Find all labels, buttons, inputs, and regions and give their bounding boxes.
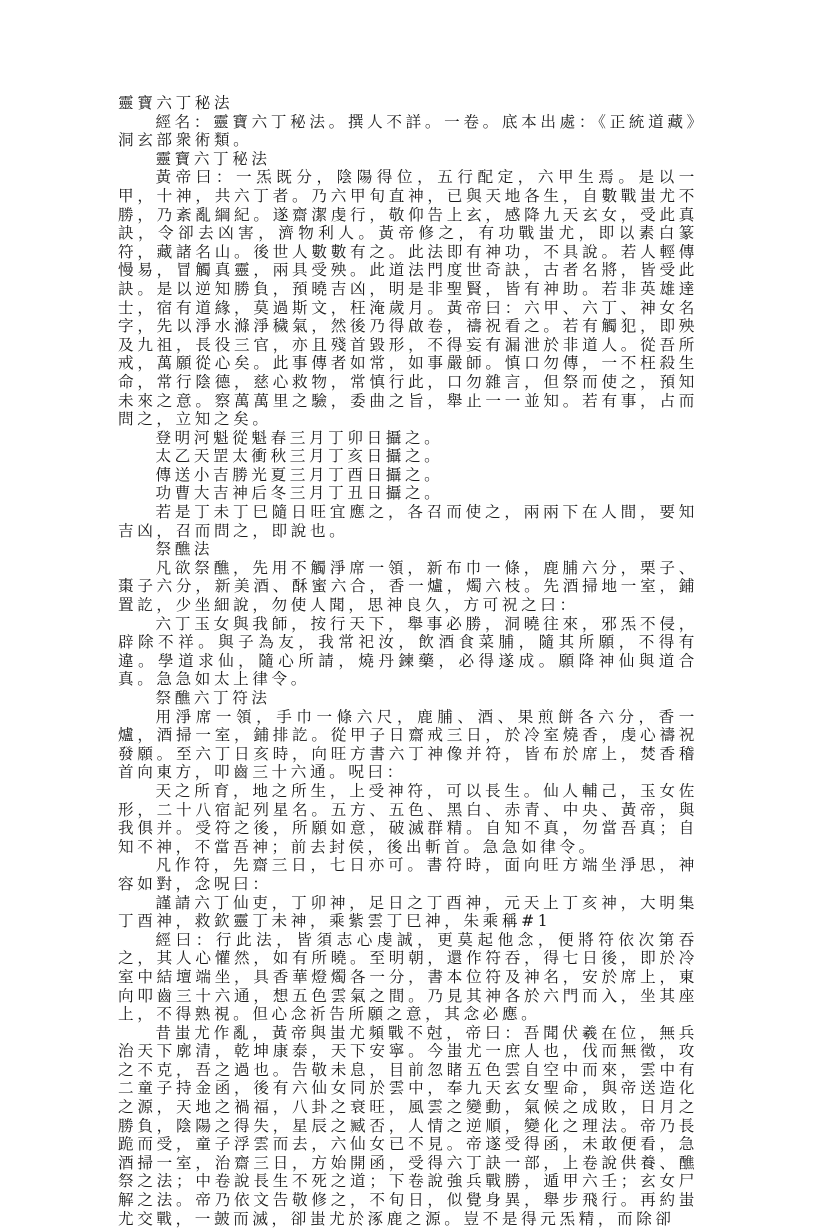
- metadata-line: 經名：靈寶六丁秘法。撰人不詳。一卷。底本出處：《正統道藏》洞玄部衆術類。: [118, 112, 698, 150]
- paragraph: 凡欲祭醮，先用不觸淨席一領，新布巾一條，鹿脯六分，栗子、棗子六分，新美酒、酥蜜六合，香一爐，燭六枝。先酒掃地一室，鋪置訖，少坐細說，勿使人聞，思神良久，方可祝之曰：: [118, 558, 698, 615]
- paragraph: 凡作符，先齋三日，七日亦可。書符時，面向旺方端坐淨思，神容如對，念呪曰：: [118, 856, 698, 893]
- document-title: 靈寶六丁秘法: [118, 94, 234, 112]
- paragraph: 昔蚩尤作亂，黃帝與蚩尤頻戰不尅，帝曰：吾聞伏羲在位，無兵治天下廓清，乾坤康泰，天下安寧。今蚩尤一庶人也，伐而無徵，攻之不克，吾之過也。告敬未息，目前忽睹五色雲自空中而來，雲中有二童子持金函，後有六仙女同於雲中，奉九天玄女聖命，與帝送造化之源，天地之禍福，八卦之衰旺，風雲之變動，氣候之成敗，日月之勝負，陰陽之得失，星辰之臧否，人情之逆順，變化之理法。帝乃長跪而受，童子浮雲而去，六仙女已不見。帝遂受得函，未敢便看，急酒掃一室，治齋三日，方始開函，受得六丁訣一部，上卷說供養、醮祭之法；中卷說長生不死之道；下卷說強兵戰勝，遁甲六壬；玄女尸解之法。帝乃依文告敬修之，不旬日，似覺身異，舉步飛行。再約蚩尤交戰，一皷而滅，卻蚩尤於涿鹿之源。豈不是得元炁精，而除卻: [118, 1023, 698, 1228]
- incantation: 謹請六丁仙吏，丁卯神，足日之丁酉神，元天上丁亥神，大明集丁酉神，救欽靈丁未神，乘紫雲丁巳神，朱乘稱#1: [118, 893, 698, 931]
- paragraph: 經曰：行此法，皆須志心虔誠，更莫起他念，便將符依次第吞之，其人心懽然，如有所曉。至明朝，還作符吞，得七日後，即於冷室中結壇端坐，具香華燈燭各一分，書本位符及神名，安於席上，東向叩齒三十六通，想五色雲氣之間。乃見其神各於六門而入，坐其座上，不得熟視。但心念祈告所願之意，其念必應。: [118, 930, 698, 1024]
- incantation: 天之所育，地之所生，上受神符，可以長生。仙人輔己，玉女佐形，二十八宿記列星名。五方、五色、黑白、赤青、中央、黃帝，與我俱并。受符之後，所願如意，破滅群精。自知不真，勿當吾真；自知不神，不當吾神；前去封侯，後出斬首。急急如律令。: [118, 781, 698, 856]
- paragraph: 若是丁未丁巳隨日旺宜應之，各召而使之，兩兩下在人間，要知吉凶，召而問之，即說也。: [118, 503, 698, 540]
- document-page: [118, 94, 698, 1228]
- verse-line: 登明河魁從魁春三月丁卯日攝之。: [155, 428, 444, 447]
- verse-line: 功曹大吉神后冬三月丁丑日攝之。: [155, 484, 444, 503]
- incantation: 六丁玉女與我師，按行天下，舉事必勝，洞曉往來，邪炁不侵，辟除不祥。與子為友，我常祀汝，飲酒食菜脯，隨其所願，不得有違。學道求仙，隨心所請，燒丹鍊藥，必得遂成。願降神仙與道合真。急急如太上律令。: [118, 614, 698, 689]
- paragraph: 用淨席一領，手巾一條六尺，鹿脯、酒、果煎餅各六分，香一爐，酒掃一室，鋪排訖。從甲子日齋戒三日，於冷室燒香，虔心禱祝發願。至六丁日亥時，向旺方書六丁神像并符，皆布於席上，焚香稽首向東方，叩齒三十六通。呪曰：: [118, 707, 698, 782]
- section-heading: 靈寶六丁秘法: [155, 149, 271, 168]
- section-heading: 祭醮六丁符法: [155, 689, 271, 707]
- section-heading: 祭醮法: [155, 540, 214, 559]
- verse-line: 傳送小吉勝光夏三月丁酉日攝之。: [155, 465, 444, 484]
- verse-line: 太乙天罡太衝秋三月丁亥日攝之。: [155, 447, 444, 466]
- paragraph: 黃帝曰：一炁既分，陰陽得位，五行配定，六甲生焉。是以一甲，十神，共六丁者。乃六甲旬直神，已與天地各生，自數戰蚩尤不勝，乃紊亂綱紀。遂齋潔虔行，敬仰告上玄，感降九天玄女，受此真訣，令卻去凶害，濟物利人。黃帝修之，有功戰蚩尤，即以素白篆符，藏諸名山。後世人數數有之。此法即有神功，不具說。若人輕傳慢易，冒觸真靈，兩具受殃。此道法門度世奇訣，古者名將，皆受此訣。是以逆知勝負，預曉吉凶，明是非聖賢，皆有神助。若非英雄達士，宿有道緣，莫過斯文，枉淹歲月。黃帝曰：六甲、六丁、神女名字，先以淨水滌淨穢氣，然後乃得啟卷，禱祝看之。若有觸犯，即殃及九祖，長役三官，亦且殘首毀形，不得妄有漏泄於非道人。從吾所戒，萬願從心矣。此事傳者如常，如事嚴師。慎口勿傳，一不枉殺生命，常行陰德，慈心救物，常慎行此，口勿雜言，但祭而使之，預知未來之意。察萬萬里之驗，委曲之旨，舉止一一並知。若有事，占而問之，立知之矣。: [118, 168, 698, 429]
